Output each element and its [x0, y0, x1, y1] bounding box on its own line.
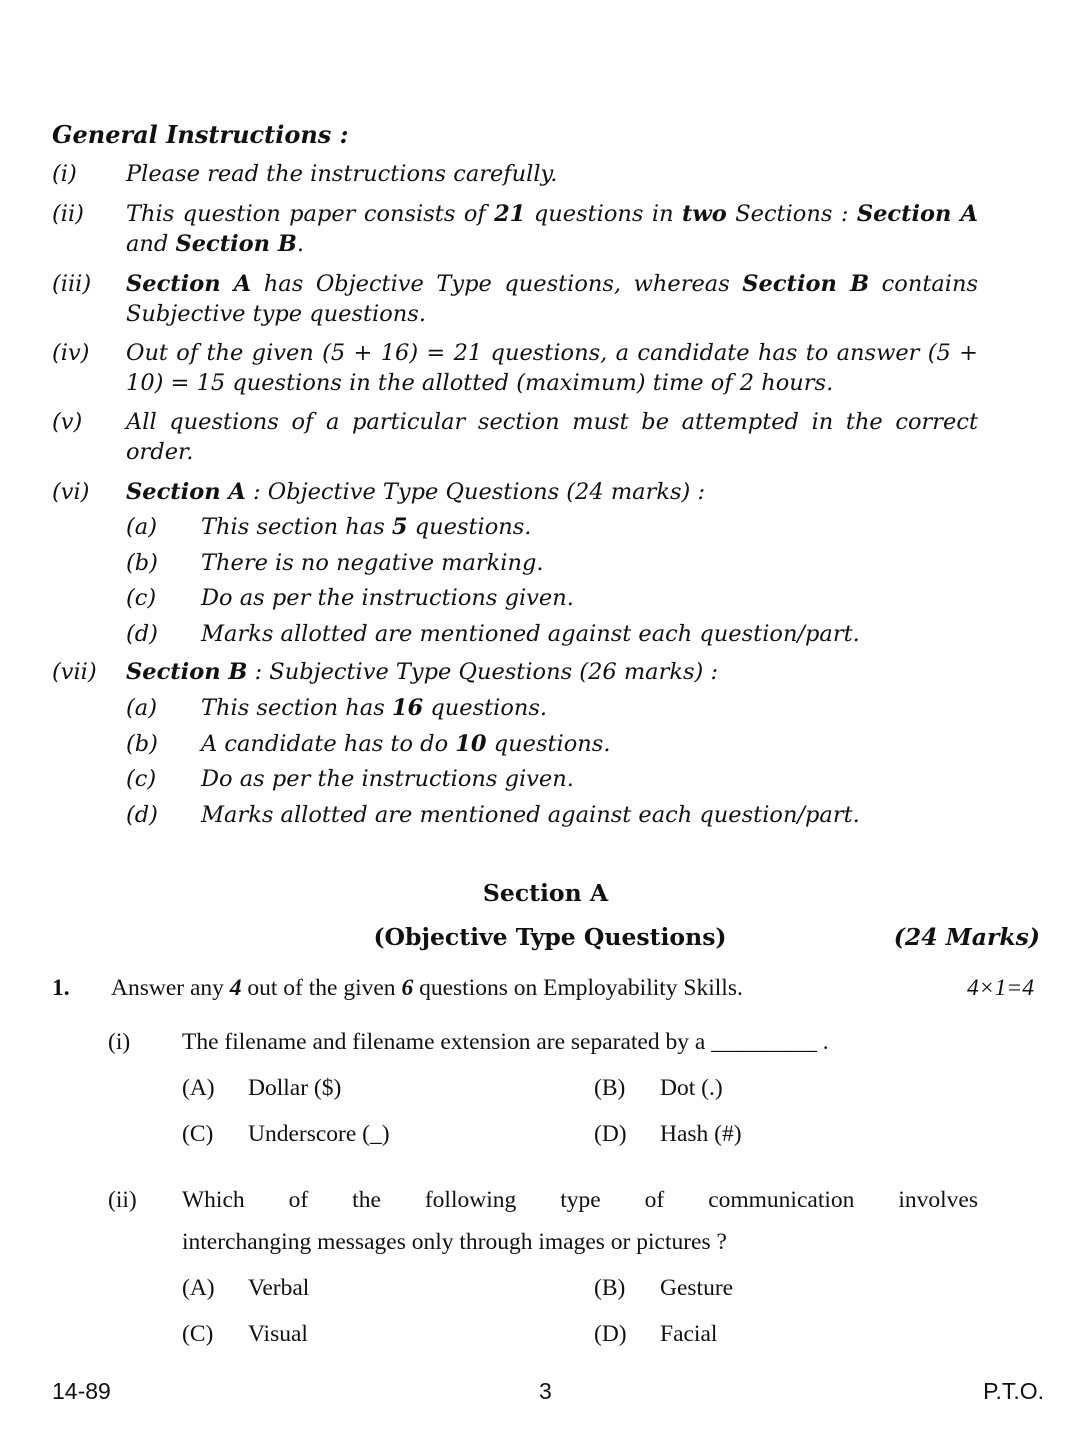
- sub-instruction-number: (a): [126, 514, 157, 540]
- option-label: (C): [182, 1321, 214, 1347]
- sub-instruction-text: Do as per the instructions given.: [201, 766, 574, 792]
- sub-instruction-text: Marks allotted are mentioned against each question/part.: [201, 802, 860, 828]
- option-text: Gesture: [660, 1275, 734, 1301]
- sub-instruction-text: This section has 5 questions.: [201, 514, 532, 540]
- sub-instruction-number: (d): [126, 621, 158, 647]
- instruction-text: Section A has Objective Type questions, whereas Section B contains Subjective type questions.: [126, 271, 979, 327]
- sub-instruction-number: (c): [126, 585, 157, 611]
- instruction-text: All questions of a particular section must be attempted in the correct order.: [126, 409, 978, 465]
- sub-question-number: (i): [108, 1029, 131, 1055]
- sub-instruction-number: (b): [126, 550, 158, 576]
- instruction-text: Section B : Subjective Type Questions (26 marks) :: [126, 659, 719, 685]
- instruction-number: (i): [52, 161, 77, 187]
- sub-instruction-text: A candidate has to do 10 questions.: [201, 731, 611, 757]
- option-label: (C): [182, 1121, 214, 1147]
- option-label: (A): [182, 1075, 215, 1101]
- instruction-number: (v): [52, 409, 83, 435]
- instruction-text: This question paper consists of 21 questions in two Sections : Section A and Section B.: [126, 201, 978, 257]
- instruction-number: (iii): [52, 271, 92, 297]
- instruction-text: Please read the instructions carefully.: [126, 161, 558, 187]
- sub-instruction-text: Do as per the instructions given.: [201, 585, 574, 611]
- pto-label: P.T.O.: [983, 1378, 1044, 1404]
- question-number: 1.: [52, 975, 70, 1001]
- sub-question-text-line: interchanging messages only through images or pictures ?: [182, 1229, 727, 1255]
- option-text: Facial: [660, 1321, 718, 1347]
- sub-instruction-text: Marks allotted are mentioned against each question/part.: [201, 621, 860, 647]
- option-label: (A): [182, 1275, 215, 1301]
- sub-instruction-number: (c): [126, 766, 157, 792]
- option-text: Hash (#): [660, 1121, 742, 1147]
- sub-instruction-number: (b): [126, 731, 158, 757]
- sub-instruction-text: This section has 16 questions.: [201, 695, 548, 721]
- option-label: (B): [594, 1275, 626, 1301]
- option-label: (D): [594, 1321, 627, 1347]
- section-marks: (24 Marks): [893, 923, 1040, 951]
- option-text: Dollar ($): [248, 1075, 342, 1101]
- instruction-number: (vi): [52, 479, 90, 505]
- instruction-text: Out of the given (5 + 16) = 21 questions, a candidate has to answer (5 + 10) = 15 questions in the allotted (maximum) time of 2 hours.: [126, 340, 978, 396]
- option-text: Underscore (_): [248, 1121, 390, 1147]
- sub-question-text-line: Which of the following type of communication involves: [182, 1187, 978, 1213]
- page-number: 3: [539, 1378, 552, 1404]
- instruction-number: (vii): [52, 659, 97, 685]
- instruction-number: (ii): [52, 201, 84, 227]
- section-title: Section A: [482, 879, 609, 907]
- sub-instruction-text: There is no negative marking.: [201, 550, 544, 576]
- option-text: Dot (.): [660, 1075, 723, 1101]
- option-label: (D): [594, 1121, 627, 1147]
- section-subtitle: (Objective Type Questions): [373, 923, 727, 951]
- sub-question-number: (ii): [108, 1187, 137, 1213]
- sub-question-text: The filename and filename extension are separated by a _________ .: [182, 1029, 829, 1055]
- paper-code: 14-89: [52, 1378, 111, 1404]
- option-label: (B): [594, 1075, 626, 1101]
- option-text: Visual: [248, 1321, 308, 1347]
- instruction-text: Section A : Objective Type Questions (24 marks) :: [126, 479, 706, 505]
- question-marks: 4×1=4: [967, 975, 1034, 1001]
- sub-instruction-number: (a): [126, 695, 157, 721]
- question-text: Answer any 4 out of the given 6 questions on Employability Skills.: [111, 975, 743, 1001]
- instruction-number: (iv): [52, 340, 90, 366]
- instructions-heading: General Instructions :: [52, 120, 349, 149]
- option-text: Verbal: [248, 1275, 310, 1301]
- sub-instruction-number: (d): [126, 802, 158, 828]
